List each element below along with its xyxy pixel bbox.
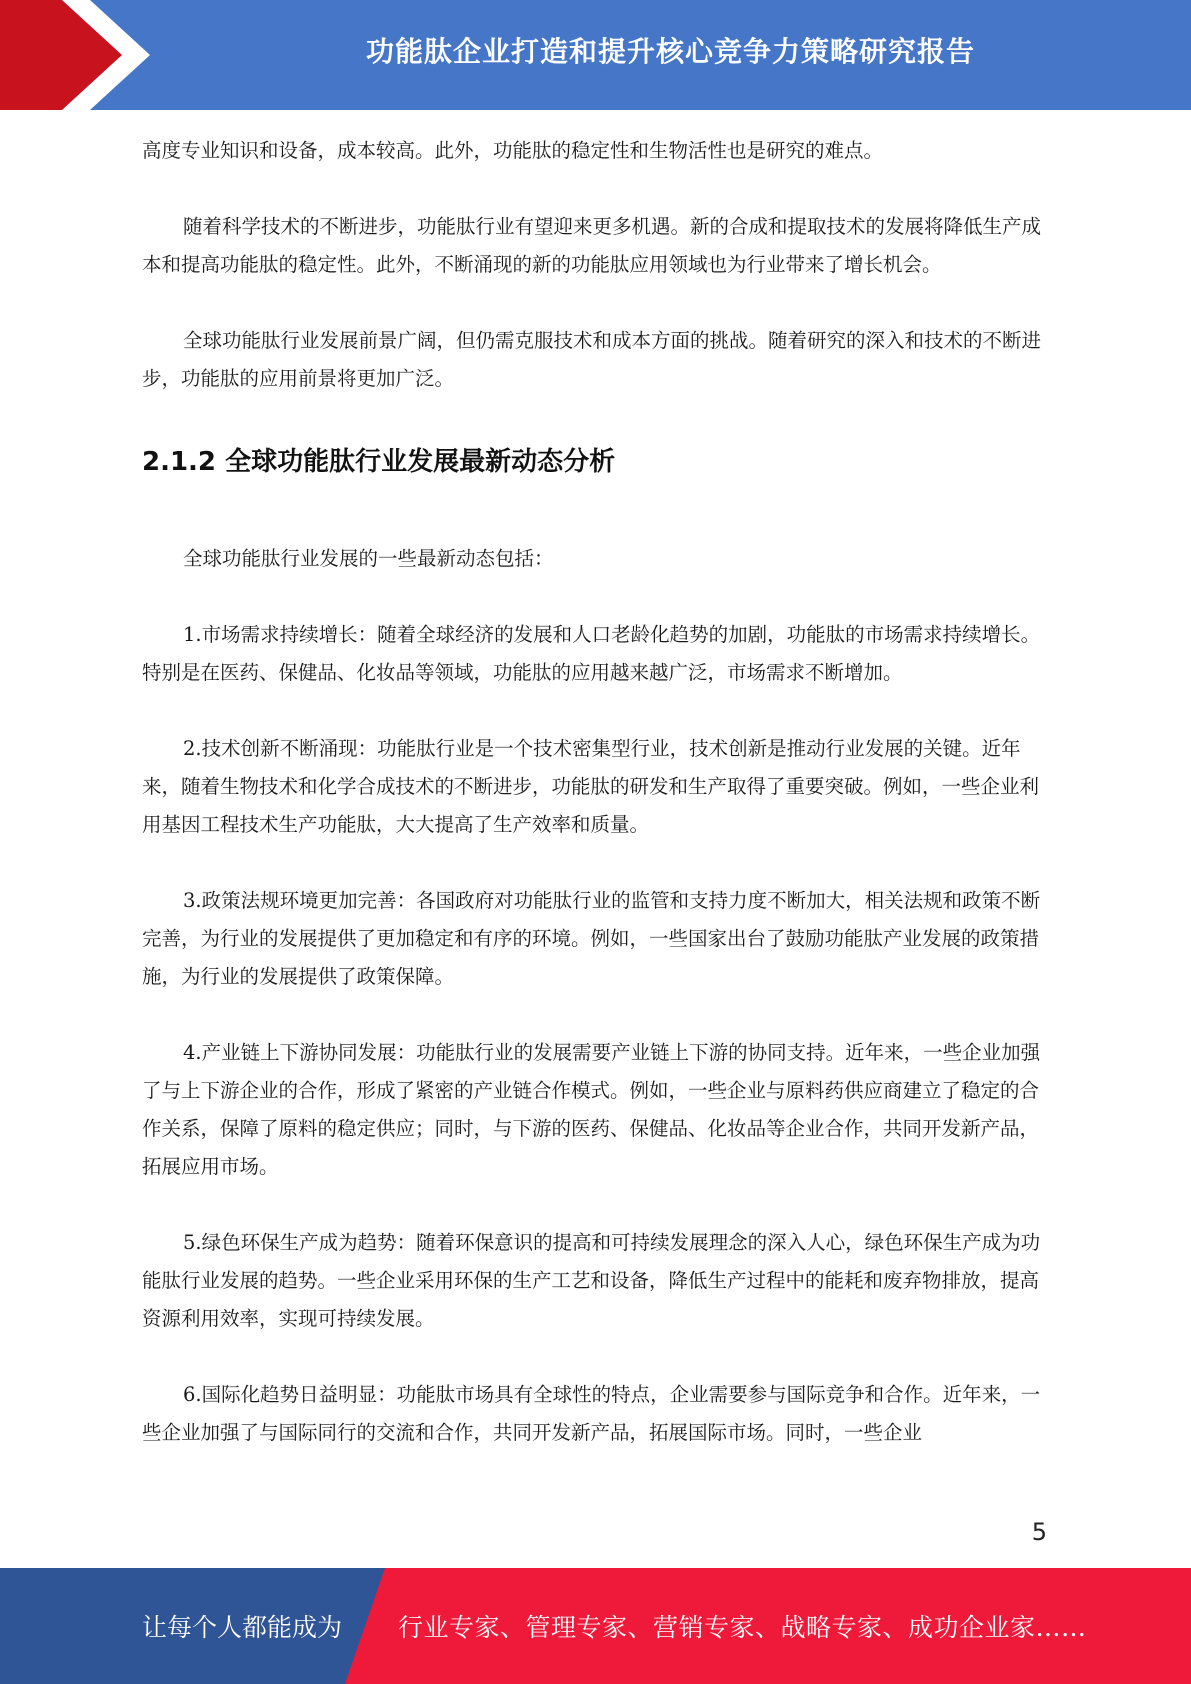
paragraph-intro: 全球功能肽行业发展的一些最新动态包括：: [183, 547, 554, 570]
list-item: 1.市场需求持续增长：随着全球经济的发展和人口老龄化趋势的加剧，功能肽的市场需求持续增长。特别是在医药、保健品、化妆品等领域，功能肽的应用越来越广泛，市场需求不断增加。: [142, 623, 1041, 684]
paragraph: 全球功能肽行业发展前景广阔，但仍需克服技术和成本方面的挑战。随着研究的深入和技术的不断进步，功能肽的应用前景将更加广泛。: [142, 329, 1042, 390]
document-body: [142, 132, 1047, 1452]
page-footer: [0, 1568, 1191, 1684]
header-arrow-icon: [0, 0, 160, 110]
footer-slogan-right: 行业专家、管理专家、营销专家、战略专家、成功企业家……: [398, 1613, 1087, 1642]
paragraph: 高度专业知识和设备，成本较高。此外，功能肽的稳定性和生物活性也是研究的难点。: [142, 139, 884, 162]
page-header: [0, 0, 1191, 110]
footer-slogan-left: 让每个人都能成为: [142, 1613, 343, 1642]
paragraph: 随着科学技术的不断进步，功能肽行业有望迎来更多机遇。新的合成和提取技术的发展将降低生产成本和提高功能肽的稳定性。此外，不断涌现的新的功能肽应用领域也为行业带来了增长机会。: [142, 215, 1042, 276]
section-heading: 2.1.2 全球功能肽行业发展最新动态分析: [142, 447, 616, 477]
page-number: 5: [1031, 1518, 1047, 1546]
list-item: 6.国际化趋势日益明显：功能肽市场具有全球性的特点，企业需要参与国际竞争和合作。近年来，一些企业加强了与国际同行的交流和合作，共同开发新产品，拓展国际市场。同时，一些企业: [142, 1383, 1041, 1444]
list-item: 5.绿色环保生产成为趋势：随着环保意识的提高和可持续发展理念的深入人心，绿色环保生产成为功能肽行业发展的趋势。一些企业采用环保的生产工艺和设备，降低生产过程中的能耗和废弃物排放，提高资源利用效率，实现可持续发展。: [142, 1231, 1041, 1330]
list-item: 3.政策法规环境更加完善：各国政府对功能肽行业的监管和支持力度不断加大，相关法规和政策不断完善，为行业的发展提供了更加稳定和有序的环境。例如，一些国家出台了鼓励功能肽产业发展的政策措施，为行业的发展提供了政策保障。: [142, 889, 1041, 988]
report-title: 功能肽企业打造和提升核心竞争力策略研究报告: [365, 35, 975, 68]
list-item: 2.技术创新不断涌现：功能肽行业是一个技术密集型行业，技术创新是推动行业发展的关键。近年来，随着生物技术和化学合成技术的不断进步，功能肽的研发和生产取得了重要突破。例如，一些企业利用基因工程技术生产功能肽，大大提高了生产效率和质量。: [142, 737, 1040, 836]
list-item: 4.产业链上下游协同发展：功能肽行业的发展需要产业链上下游的协同支持。近年来，一些企业加强了与上下游企业的合作，形成了紧密的产业链合作模式。例如，一些企业与原料药供应商建立了稳定的合作关系，保障了原料的稳定供应；同时，与下游的医药、保健品、化妆品等企业合作，共同开发新产品，拓展应用市场。: [142, 1041, 1041, 1178]
